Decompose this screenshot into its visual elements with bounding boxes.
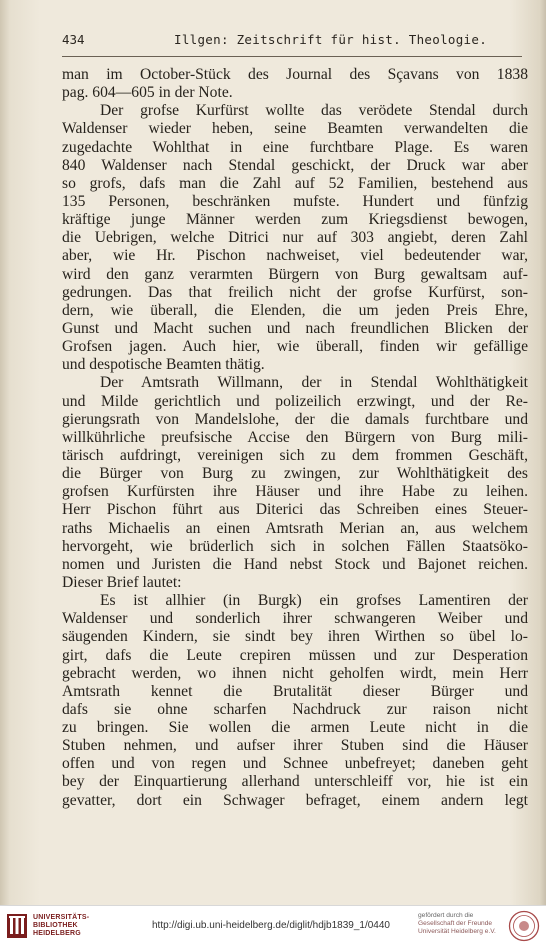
funding-line: Universität Heidelberg e.V. bbox=[418, 928, 496, 936]
funding-note bbox=[418, 912, 496, 937]
viewer-footer bbox=[0, 905, 546, 946]
text-line: Waldenser und sonderlich ihrer schwangeren Weiber und bbox=[62, 610, 528, 628]
text-line: dern, wie überall, die Elenden, die um jeden Preis Ehre, bbox=[62, 301, 528, 319]
text-line: Es ist allhier (in Burgk) ein grofses Lamentiren der bbox=[100, 592, 528, 610]
text-line: zu bringen. Sie wollen die armen Leute nicht in die bbox=[62, 719, 528, 737]
text-line: 135 Personen, beschränken mufste. Hundert und fünfzig bbox=[62, 192, 528, 210]
text-line: pag. 604—605 in der Note. bbox=[62, 84, 233, 102]
text-line: Der Amtsrath Willmann, der in Stendal Wohlthätigkeit bbox=[100, 374, 528, 392]
funding-line: gefördert durch die bbox=[418, 912, 474, 919]
text-line: gierungsrath von Mandelslohe, der die damals furchtbare und bbox=[62, 410, 528, 428]
text-line: man im October-Stück des Journal des Sçavans von 1838 bbox=[62, 66, 528, 83]
text-line: kräftige junge Männer werden zum Kriegsdienst bewogen, bbox=[62, 211, 528, 229]
library-name-line: HEIDELBERG bbox=[33, 930, 81, 937]
text-line: und despotische Beamten thätig. bbox=[62, 356, 265, 374]
text-line: nomen und Juristen die Hand nebst Stock und Bajonet reichen. bbox=[62, 555, 528, 573]
text-line: Amtsrath kennet die Brutalität dieser Bürger und bbox=[62, 682, 528, 700]
text-line: 840 Waldenser nach Stendal geschickt, der Druck war aber bbox=[62, 156, 528, 174]
text-line: gevatter, dort ein Schwager befraget, einem andern legt bbox=[62, 791, 528, 809]
text-line: wird den ganz verarmten Bürgern von Burg gewaltsam auf- bbox=[62, 265, 528, 283]
text-line: girt, dafs die Leute crepiren müssen und zur Desperation bbox=[62, 646, 528, 664]
text-line: und Milde gerichtlich und polizeilich erzwingt, und der Re- bbox=[62, 392, 528, 410]
text-line: Gunst und Macht suchen und nach freundlichen Blicken der bbox=[62, 319, 528, 337]
text-line: bey der Einquartierung allerhand unterschleiff vor, hie ist ein bbox=[62, 773, 528, 791]
university-library-logo-icon bbox=[6, 913, 28, 939]
text-line: zugedachte Wohlthat in eine furchtbare Plage. Es waren bbox=[62, 138, 528, 156]
permalink-url[interactable]: http://digi.ub.uni-heidelberg.de/diglit/hdjb1839_1/0440 bbox=[152, 920, 390, 931]
page-number: 434 bbox=[62, 32, 85, 47]
funding-line: Gesellschaft der Freunde bbox=[418, 920, 493, 928]
university-seal-icon bbox=[508, 910, 540, 942]
text-line: Herr Pischon führt aus Diterici das Schreiben eines Steuer- bbox=[62, 501, 528, 519]
running-title: Illgen: Zeitschrift für hist. Theologie. bbox=[174, 32, 488, 47]
text-line: Stuben nehmen, und aufser ihrer Stuben sind die Häuser bbox=[62, 737, 528, 755]
text-line: tärisch aufdringt, vereinigen sich zu dem frommen Geschäft, bbox=[62, 446, 528, 464]
library-name-line: BIBLIOTHEK bbox=[33, 922, 78, 929]
library-name bbox=[33, 914, 89, 938]
text-line: hervorgeht, wie brüderlich sich in solchen Fällen Staatsöko- bbox=[62, 537, 528, 555]
text-line: gedrungen. Das that freilich nicht der grofse Kurfürst, son- bbox=[62, 283, 528, 301]
text-line: dafs sie ohne scharfen Nachdruck zur raison nicht bbox=[62, 700, 528, 718]
text-line: grofsen Kurfürsten ihre Häuser und ihre Habe zu leihen. bbox=[62, 483, 528, 501]
text-line: säugenden Kindern, sie sindt bey ihren Wirthen so übel lo- bbox=[62, 628, 528, 646]
header-rule bbox=[62, 56, 522, 57]
text-line: Grofsen jagen. Auch hier, wie überall, finden wir gefällige bbox=[62, 338, 528, 356]
text-line: aber, wie Hr. Pischon nachweiset, viel bedeutender war, bbox=[62, 247, 528, 265]
text-line: raths Michaelis an einen Amtsrath Merian an, aus welchem bbox=[62, 519, 528, 537]
text-line: offen und von regen und Schnee unbefreyet; daneben geht bbox=[62, 755, 528, 773]
text-line: Der grofse Kurfürst wollte das verödete Stendal durch bbox=[100, 102, 528, 120]
text-line: so grofs, dafs man die Zahl auf 52 Familien, bestehend aus bbox=[62, 174, 528, 192]
body-text bbox=[62, 66, 528, 810]
text-line: die Uebrigen, welche Ditrici nur auf 303 angiebt, deren Zahl bbox=[62, 229, 528, 247]
running-header bbox=[62, 32, 522, 52]
text-line: gebracht werden, wo ihnen nicht geholfen wirdt, mein Herr bbox=[62, 664, 528, 682]
library-name-line: UNIVERSITÄTS- bbox=[33, 914, 90, 921]
text-line: Waldenser wieder heben, seine Beamten verwandelten die bbox=[62, 120, 528, 138]
text-line: Dieser Brief lautet: bbox=[62, 573, 182, 591]
text-line: willkührliche preufsische Accise den Bürgern von Burg mili- bbox=[62, 428, 528, 446]
text-line: die Bürger von Burg zu zwingen, zur Wohlthätigkeit des bbox=[62, 465, 528, 483]
